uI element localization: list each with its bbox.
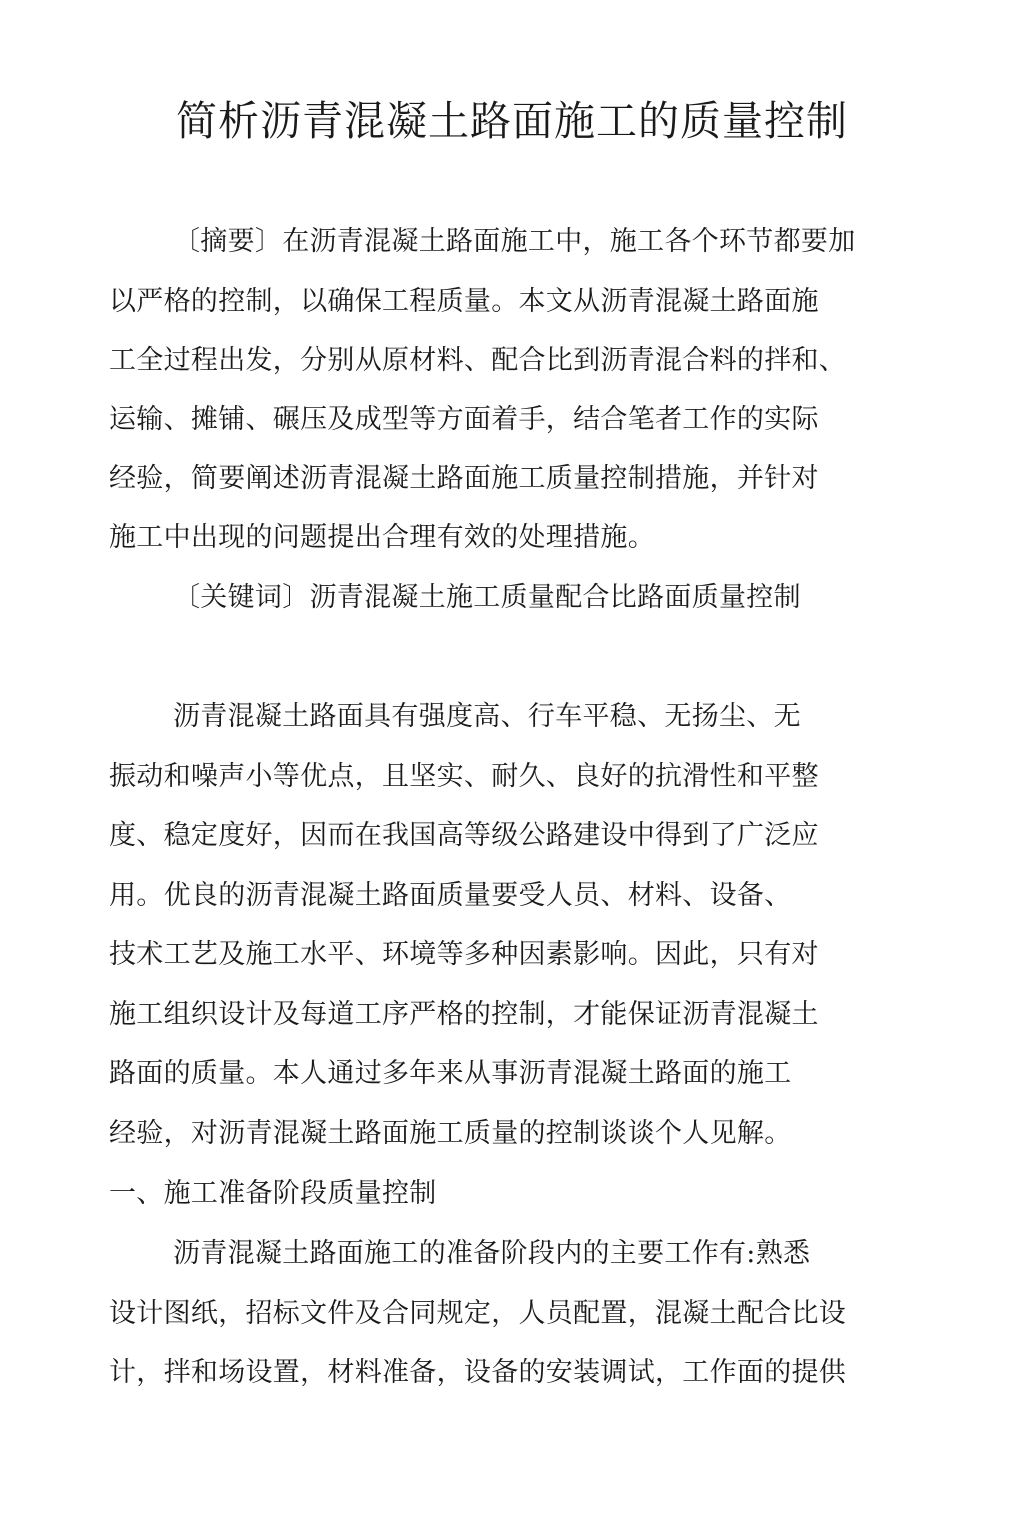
intro-line: 施工组织设计及每道工序严格的控制，才能保证沥青混凝土 (109, 999, 819, 1030)
intro-line: 路面的质量。本人通过多年来从事沥青混凝土路面的施工 (109, 1058, 792, 1089)
section-line: 沥青混凝土路面施工的准备阶段内的主要工作有:熟悉 (173, 1238, 811, 1269)
abstract-line: 经验，简要阐述沥青混凝土路面施工质量控制措施，并针对 (109, 463, 819, 494)
keywords-line: 〔关键词〕沥青混凝土施工质量配合比路面质量控制 (173, 582, 801, 613)
intro-line: 沥青混凝土路面具有强度高、行车平稳、无扬尘、无 (173, 701, 801, 732)
abstract-line: 以严格的控制，以确保工程质量。本文从沥青混凝土路面施 (109, 286, 819, 317)
intro-line: 技术工艺及施工水平、环境等多种因素影响。因此，只有对 (109, 939, 819, 970)
document-title: 简析沥青混凝土路面施工的质量控制 (176, 97, 848, 145)
abstract-line: 〔摘要〕在沥青混凝土路面施工中，施工各个环节都要加 (173, 226, 856, 257)
intro-line: 用。优良的沥青混凝土路面质量要受人员、材料、设备、 (109, 880, 792, 911)
abstract-line: 运输、摊铺、碾压及成型等方面着手，结合笔者工作的实际 (109, 404, 819, 435)
intro-line: 振动和噪声小等优点，且坚实、耐久、良好的抗滑性和平整 (109, 761, 819, 792)
intro-line: 度、稳定度好，因而在我国高等级公路建设中得到了广泛应 (109, 820, 819, 851)
abstract-line: 施工中出现的问题提出合理有效的处理措施。 (109, 522, 655, 553)
abstract-line: 工全过程出发，分别从原材料、配合比到沥青混合料的拌和、 (109, 345, 847, 376)
section-heading: 一、施工准备阶段质量控制 (109, 1178, 437, 1209)
section-line: 计，拌和场设置，材料准备，设备的安装调试，工作面的提供 (109, 1357, 847, 1388)
section-line: 设计图纸，招标文件及合同规定，人员配置，混凝土配合比设 (109, 1298, 847, 1329)
intro-line: 经验，对沥青混凝土路面施工质量的控制谈谈个人见解。 (109, 1118, 792, 1149)
